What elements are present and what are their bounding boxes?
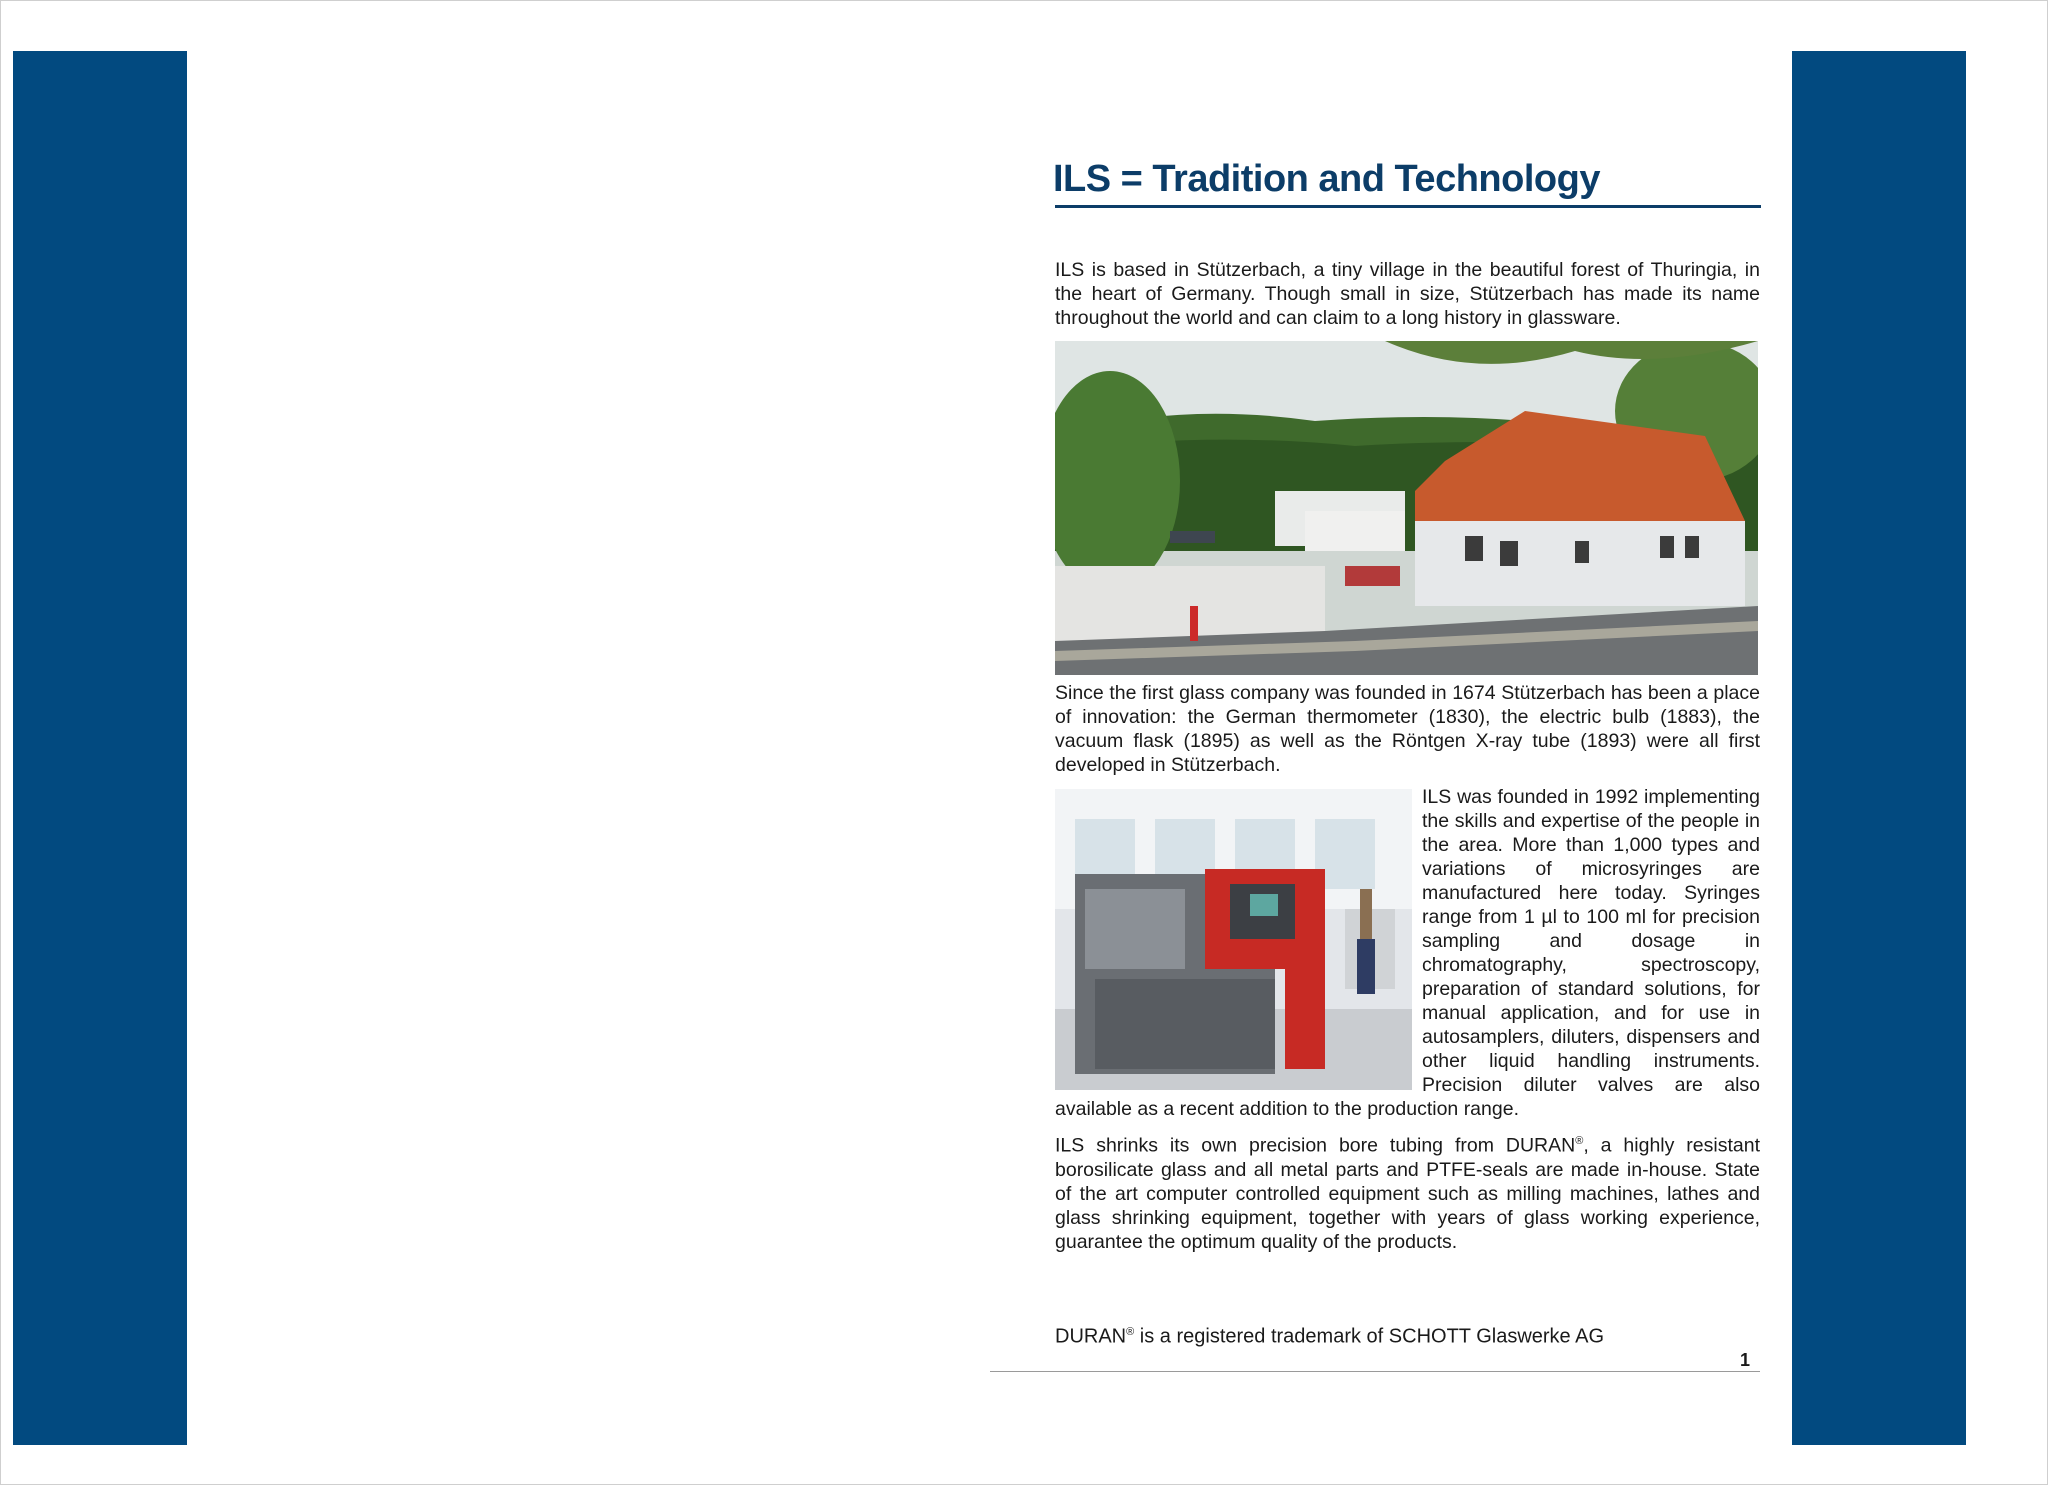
page-title: ILS = Tradition and Technology xyxy=(1053,158,1600,200)
production-text-start: ILS shrinks its own precision bore tubing from DURAN xyxy=(1055,1134,1576,1157)
founding-paragraph-text: ILS was founded in 1992 implementing the skills and expertise of the people in the area. More than 1,000 types and variations of microsyringes are manufactured here today. Syringes range from 1 µl to 100 ml for precision sampling and dosage in chromatography, spectroscopy, preparation of standard solutions, for manual application, and for use in autosamplers, diluters, dispensers and other liquid handling instruments. Precision diluter valves are also available as a recent addition to the production range. xyxy=(1055,786,1760,1120)
trademark-notice xyxy=(1055,1320,1604,1349)
production-text-end: , a highly resistant borosilicate glass and all metal parts and PTFE-seals are made in-house. State of the art computer controlled equipment such as milling machines, lathes and glass shrinking equipment, together with years of glass working experience, guarantee the optimum quality of the products. xyxy=(1055,1134,1760,1253)
trademark-brand: DURAN xyxy=(1055,1325,1127,1348)
village-building-photo xyxy=(1055,341,1758,675)
history-paragraph: Since the first glass company was founded in 1674 Stützerbach has been a place of innovation: the German thermometer (1830), the electric bulb (1883), the vacuum flask (1895) as well as the Röntgen X-ray tube (1893) were all first developed in Stützerbach. xyxy=(1055,682,1760,776)
trademark-text: is a registered trademark of SCHOTT Glaswerke AG xyxy=(1134,1325,1605,1348)
manufacturing-machine-photo xyxy=(1055,789,1412,1090)
founding-paragraph-block xyxy=(1055,785,1760,1121)
in-house-production-paragraph xyxy=(1055,1129,1760,1254)
right-blue-band xyxy=(1792,51,1966,1445)
registered-mark: ® xyxy=(1575,1135,1584,1147)
left-blue-band xyxy=(13,51,187,1445)
page-number: 1 xyxy=(1740,1350,1751,1370)
title-underline xyxy=(1055,205,1761,208)
trademark-registered-mark: ® xyxy=(1126,1326,1135,1338)
footer-rule xyxy=(990,1371,1760,1372)
intro-paragraph: ILS is based in Stützerbach, a tiny village in the beautiful forest of Thuringia, in the heart of Germany. Though small in size, Stützerbach has made its name throughout the world and can claim to a long history in glassware. xyxy=(1055,259,1760,329)
